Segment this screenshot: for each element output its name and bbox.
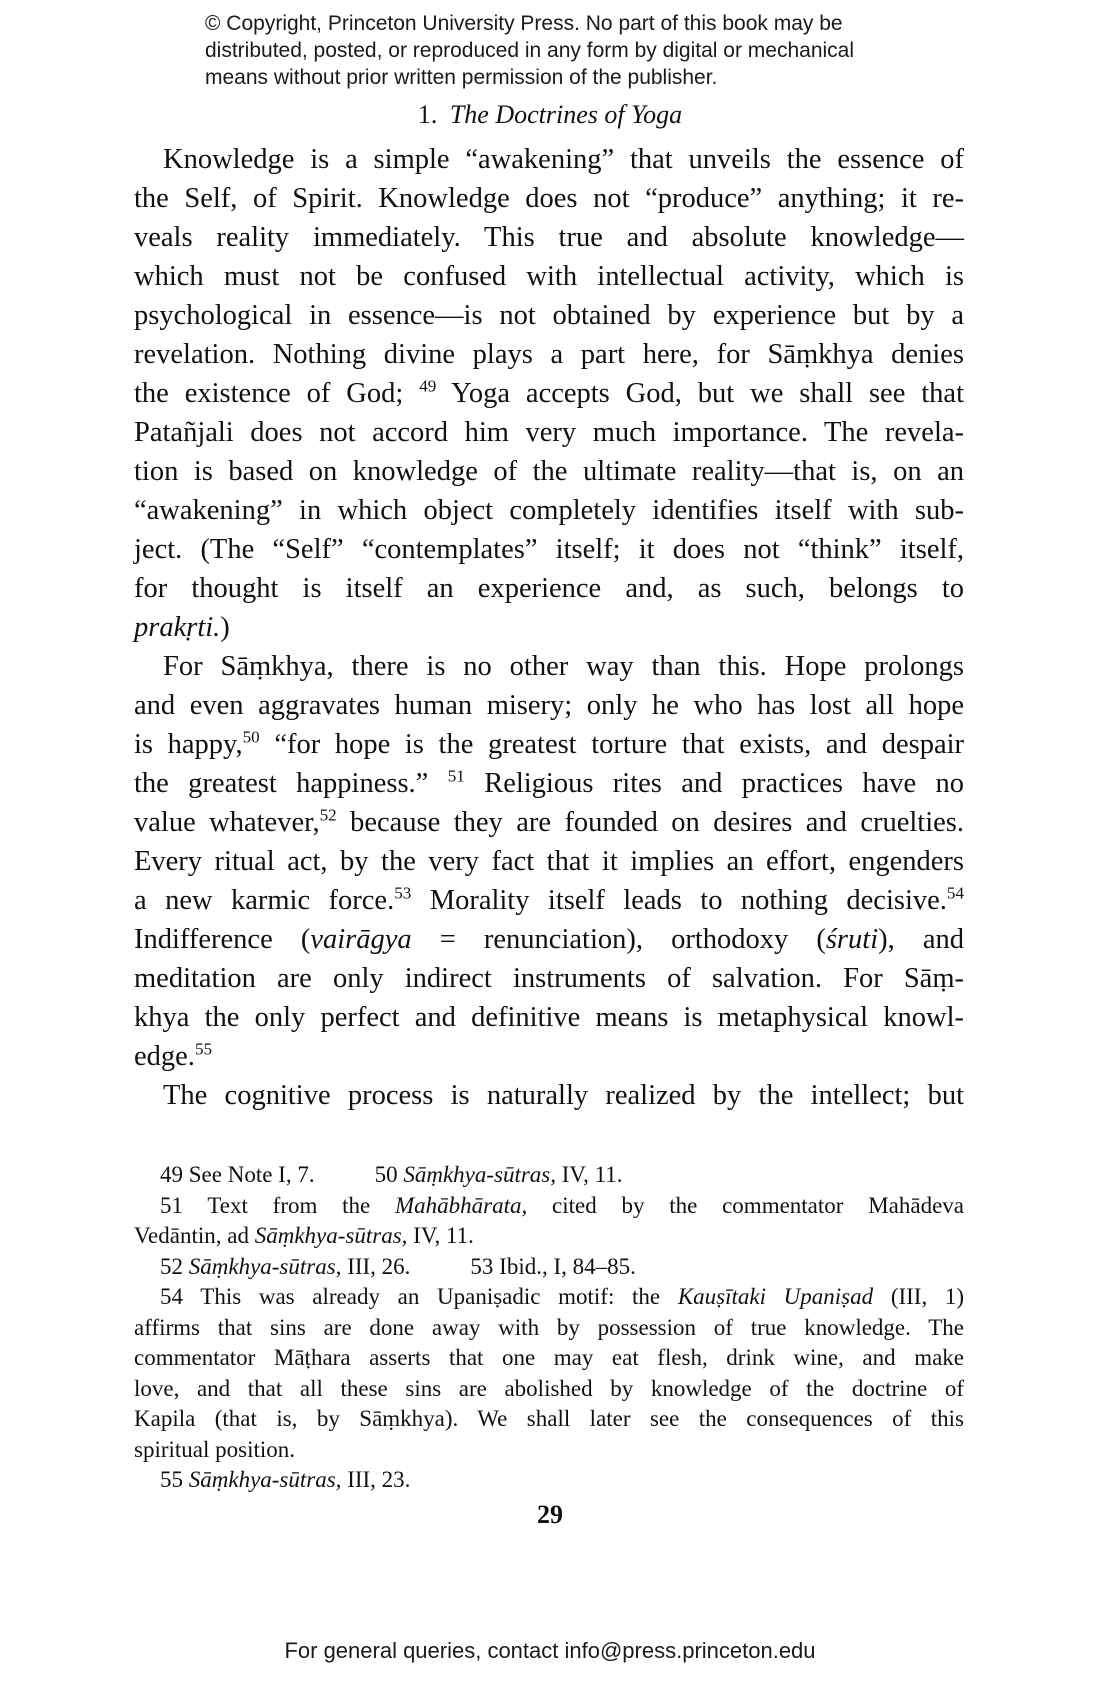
text-line: which must not be confused with intellectual activity, which is xyxy=(134,261,964,292)
text-line xyxy=(134,920,964,959)
footnote-text: Ibid., I, 84–85. xyxy=(499,1253,636,1279)
footnote xyxy=(134,1465,964,1496)
footnote-text: IV, 11. xyxy=(413,1223,474,1248)
text-fragment: “for hope is the greatest torture that exists, and despair xyxy=(274,729,964,760)
text-line: revelation. Nothing divine plays a part here, for Sāṃkhya denies xyxy=(134,339,964,370)
text-line: Every ritual act, by the very fact that it implies an effort, engenders xyxy=(134,846,964,877)
footnote-ref: 53 xyxy=(394,883,412,903)
text-line: tion is based on knowledge of the ultimate reality—that is, on an xyxy=(134,456,964,487)
text-line: meditation are only indirect instruments of salvation. For Sāṃ- xyxy=(134,963,964,994)
footnote-number: 53 xyxy=(470,1253,494,1279)
heading-number: 1. xyxy=(417,100,438,129)
text-fragment: śruti xyxy=(825,924,879,955)
heading-title: The Doctrines of Yoga xyxy=(449,100,683,129)
text-fragment: Indifference ( xyxy=(134,924,311,955)
footnote-number: 50 xyxy=(374,1162,398,1187)
chapter-heading xyxy=(0,100,1100,130)
footnote-title: Sāṃkhya-sūtras, xyxy=(188,1253,342,1279)
text-fragment: the existence of God; xyxy=(134,378,404,409)
text-line: “awakening” in which object completely identifies itself with sub- xyxy=(134,495,964,526)
footnote-text: III, 26. xyxy=(347,1253,411,1279)
footnote-line: spiritual position. xyxy=(134,1436,295,1462)
text-line xyxy=(134,374,964,413)
contact-footer: For general queries, contact info@press.princeton.edu xyxy=(284,1638,816,1663)
main-text xyxy=(134,140,964,1115)
footnote-text: IV, 11. xyxy=(561,1162,623,1187)
footnote-line xyxy=(134,1221,964,1252)
text-fragment: value whatever, xyxy=(134,807,320,838)
text-fragment: Religious rites and practices have no xyxy=(484,768,965,799)
footnote-title: Sāṃkhya-sūtras, xyxy=(254,1223,408,1248)
text-fragment: edge. xyxy=(134,1041,195,1072)
footnote-text: Vedāntin, ad xyxy=(134,1223,249,1248)
text-line: psychological in essence—is not obtained by experience but by a xyxy=(134,300,964,331)
footnote-ref: 49 xyxy=(419,376,437,396)
footnotes xyxy=(134,1160,964,1496)
footnote-number: 49 xyxy=(160,1162,183,1187)
footnote-text: (III, 1) xyxy=(890,1284,965,1309)
text-line xyxy=(134,725,964,764)
text-fragment: a new karmic force. xyxy=(134,885,395,916)
text-fragment: is happy, xyxy=(134,729,243,760)
text-line xyxy=(134,764,964,803)
copyright-line: © Copyright, Princeton University Press. No part of this book may be xyxy=(205,12,843,35)
footnote-title: Sāṃkhya-sūtras, xyxy=(403,1162,557,1187)
text-line: the Self, of Spirit. Knowledge does not “produce” anything; it re- xyxy=(134,183,964,214)
copyright-line: means without prior written permission of the publisher. xyxy=(205,66,718,89)
footnote-line: commentator Māṭhara asserts that one may eat flesh, drink wine, and make xyxy=(134,1345,964,1370)
text-line: for thought is itself an experience and, as such, belongs to xyxy=(134,573,964,604)
text-line: Patañjali does not accord him very much importance. The revela- xyxy=(134,417,964,448)
text-line: For Sāṃkhya, there is no other way than this. Hope prolongs xyxy=(163,651,964,682)
footnote-number: 52 xyxy=(160,1253,183,1279)
page-number: 29 xyxy=(537,1500,563,1529)
footnote-title: Mahābhārata, xyxy=(395,1192,528,1218)
text-line: veals reality immediately. This true and absolute knowledge— xyxy=(134,222,964,253)
text-line xyxy=(134,803,964,842)
footnote-ref: 55 xyxy=(194,1039,213,1059)
footnote-title: Kauṣītaki Upaniṣad xyxy=(677,1284,874,1309)
footnote-line: Kapila (that is, by Sāṃkhya). We shall later see the consequences of this xyxy=(134,1406,964,1431)
text-line: ject. (The “Self” “contemplates” itself; it does not “think” itself, xyxy=(134,534,964,565)
text-fragment: vairāgya xyxy=(310,924,412,955)
footnote xyxy=(134,1191,964,1222)
text-fragment: Yoga accepts God, but we shall see that xyxy=(451,378,964,409)
footnote-text: See Note I, 7. xyxy=(188,1162,315,1187)
text-fragment: the greatest happiness.” xyxy=(134,768,429,799)
footnote-number: 55 xyxy=(160,1467,183,1492)
footnote-text: III, 23. xyxy=(347,1467,411,1492)
text-line xyxy=(134,608,964,647)
footnote-ref: 51 xyxy=(447,766,465,786)
text-line xyxy=(134,1037,964,1076)
footnote-number: 54 xyxy=(160,1284,183,1309)
copyright-line: distributed, posted, or reproduced in any form by digital or mechanical xyxy=(205,39,855,62)
footnote-line: affirms that sins are done away with by possession of true knowledge. The xyxy=(134,1314,964,1340)
text-line: khya the only perfect and definitive means is metaphysical knowl- xyxy=(134,1002,964,1033)
text-line: and even aggravates human misery; only he who has lost all hope xyxy=(134,690,964,721)
text-fragment: prakṛti. xyxy=(134,612,221,643)
footnote-text: Text from the xyxy=(207,1192,371,1218)
text-fragment: because they are founded on desires and cruelties. xyxy=(350,807,964,838)
footnote-title: Sāṃkhya-sūtras, xyxy=(188,1467,342,1492)
text-line xyxy=(134,881,964,920)
footnote-text: This was already an Upaniṣadic motif: the xyxy=(200,1284,661,1309)
footnote-line: love, and that all these sins are abolished by knowledge of the doctrine of xyxy=(134,1375,964,1401)
text-fragment: Morality itself leads to nothing decisive. xyxy=(429,885,947,916)
footnote xyxy=(134,1282,964,1313)
footnote xyxy=(134,1252,964,1283)
footnote-ref: 50 xyxy=(242,727,260,747)
footnote-number: 51 xyxy=(160,1192,183,1218)
footnote-ref: 52 xyxy=(319,805,337,825)
text-line: Knowledge is a simple “awakening” that unveils the essence of xyxy=(163,144,964,175)
text-fragment: ) xyxy=(220,612,230,643)
text-line: The cognitive process is naturally realized by the intellect; but xyxy=(163,1080,964,1111)
text-fragment: = renunciation), orthodoxy ( xyxy=(439,924,826,955)
footnote xyxy=(134,1160,964,1191)
text-fragment: ), and xyxy=(878,924,964,955)
footnote-ref: 54 xyxy=(946,883,965,903)
footnote-text: cited by the commentator Mahādeva xyxy=(552,1192,964,1218)
copyright-notice xyxy=(205,10,965,91)
